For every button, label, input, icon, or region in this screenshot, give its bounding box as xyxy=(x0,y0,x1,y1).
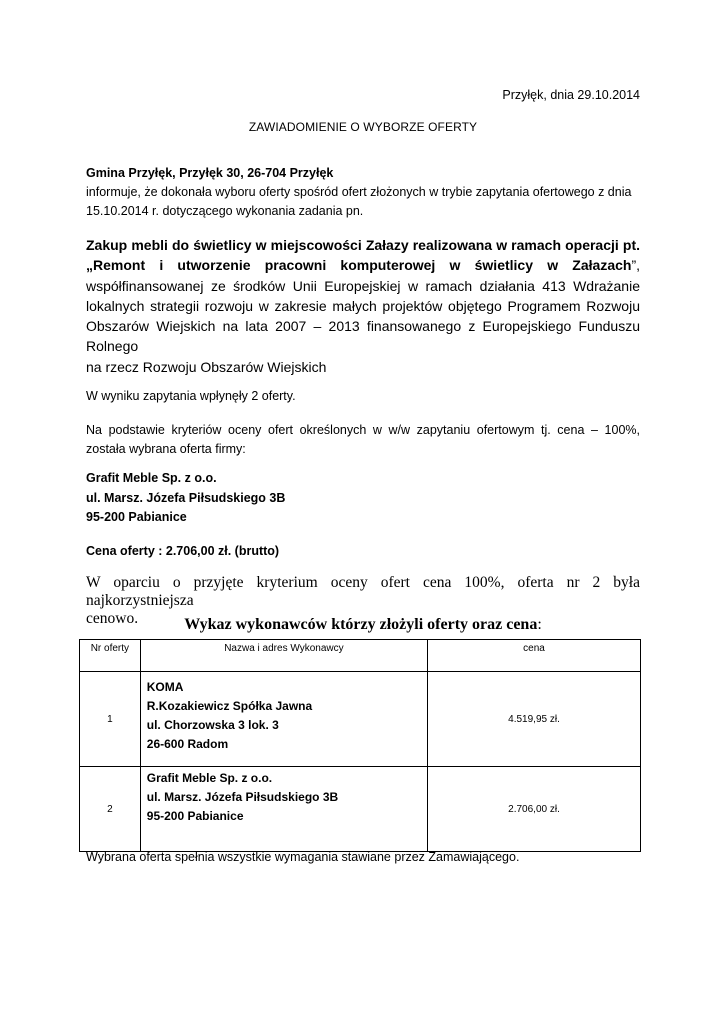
subject-block xyxy=(86,235,640,377)
document-title: ZAWIADOMIENIE O WYBORZE OFERTY xyxy=(248,120,478,134)
row-1-line-3: ul. Chorzowska 3 lok. 3 xyxy=(146,718,279,732)
subject-line-1: Zakup mebli do świetlicy w miejscowości Załazy realizowana w ramach operacji pt. xyxy=(86,237,640,253)
header-name-address: Nazwa i adres Wykonawcy xyxy=(140,640,427,672)
table-row xyxy=(80,672,641,767)
row-1-contractor xyxy=(140,672,427,767)
subject-line-3: współfinansowanej ze środków Unii Europejskiej w ramach działania 413 Wdrażanie xyxy=(86,277,640,294)
criteria-line-2: została wybrana oferta firmy: xyxy=(86,442,246,456)
price-line: Cena oferty : 2.706,00 zł. (brutto) xyxy=(86,544,280,558)
list-title-text: Wykaz wykonawców którzy złożyli oferty oraz cena xyxy=(184,616,538,633)
list-title-colon: : xyxy=(537,616,542,633)
row-2-line-3: 95-200 Pabianice xyxy=(146,809,244,823)
date-line: Przyłęk, dnia 29.10.2014 xyxy=(502,88,640,102)
row-1-line-1: KOMA xyxy=(146,680,184,694)
sender-line-2: 15.10.2014 r. dotyczącego wykonania zadania pn. xyxy=(86,204,364,218)
row-1-line-2: R.Kozakiewicz Spółka Jawna xyxy=(146,699,313,713)
list-title xyxy=(86,616,640,634)
selected-firm-name: Grafit Meble Sp. z o.o. xyxy=(86,471,217,485)
subject-operation-title: „Remont i utworzenie pracowni komputerowej w świetlicy w Załazach xyxy=(86,257,632,274)
footer-text: Wybrana oferta spełnia wszystkie wymagania stawiane przez Zamawiającego. xyxy=(86,850,520,864)
selected-firm-city: 95-200 Pabianice xyxy=(86,510,187,524)
subject-line-6: na rzecz Rozwoju Obszarów Wiejskich xyxy=(86,358,327,375)
row-2-contractor xyxy=(140,767,427,852)
conclusion-line-1: W oparciu o przyjęte kryterium oceny ofert cena 100%, oferta nr 2 była najkorzystniejsza xyxy=(86,574,640,609)
offers-count-text: W wyniku zapytania wpłynęły 2 oferty. xyxy=(86,389,296,403)
row-2-line-1: Grafit Meble Sp. z o.o. xyxy=(146,771,273,785)
header-price: cena xyxy=(428,640,641,672)
subject-line-2 xyxy=(86,255,640,275)
offers-table xyxy=(79,639,641,852)
subject-line-4: lokalnych strategii rozwoju w zakresie małych projektów objętego Programem Rozwoju xyxy=(86,297,640,314)
criteria-block xyxy=(86,421,640,459)
selected-firm-street: ul. Marsz. Józefa Piłsudskiego 3B xyxy=(86,490,286,505)
table-header-row xyxy=(80,640,641,672)
selected-firm-block xyxy=(86,469,285,528)
row-1-price: 4.519,95 zł. xyxy=(428,672,641,767)
table-row xyxy=(80,767,641,852)
subject-quote-close: ”, xyxy=(631,257,640,274)
subject-line-5: Obszarów Wiejskich na lata 2007 – 2013 finansowanego z Europejskiego Funduszu Rolnego xyxy=(86,318,640,355)
criteria-line-1: Na podstawie kryteriów oceny ofert określonych w w/w zapytaniu ofertowym tj. cena – 100%, xyxy=(86,423,640,437)
row-1-nr: 1 xyxy=(80,672,141,767)
conclusion-line-2: cenowo. xyxy=(86,610,139,627)
row-1-line-4: 26-600 Radom xyxy=(146,737,229,751)
row-2-nr: 2 xyxy=(80,767,141,852)
row-2-price: 2.706,00 zł. xyxy=(428,767,641,852)
row-2-line-2: ul. Marsz. Józefa Piłsudskiego 3B xyxy=(146,790,339,804)
sender-name: Gmina Przyłęk, Przyłęk 30, 26-704 Przyłęk xyxy=(86,166,334,180)
sender-block xyxy=(86,164,640,221)
sender-line-1: informuje, że dokonała wyboru oferty spośród ofert złożonych w trybie zapytania ofertowego z dnia xyxy=(86,185,632,199)
header-nr: Nr oferty xyxy=(80,640,141,672)
